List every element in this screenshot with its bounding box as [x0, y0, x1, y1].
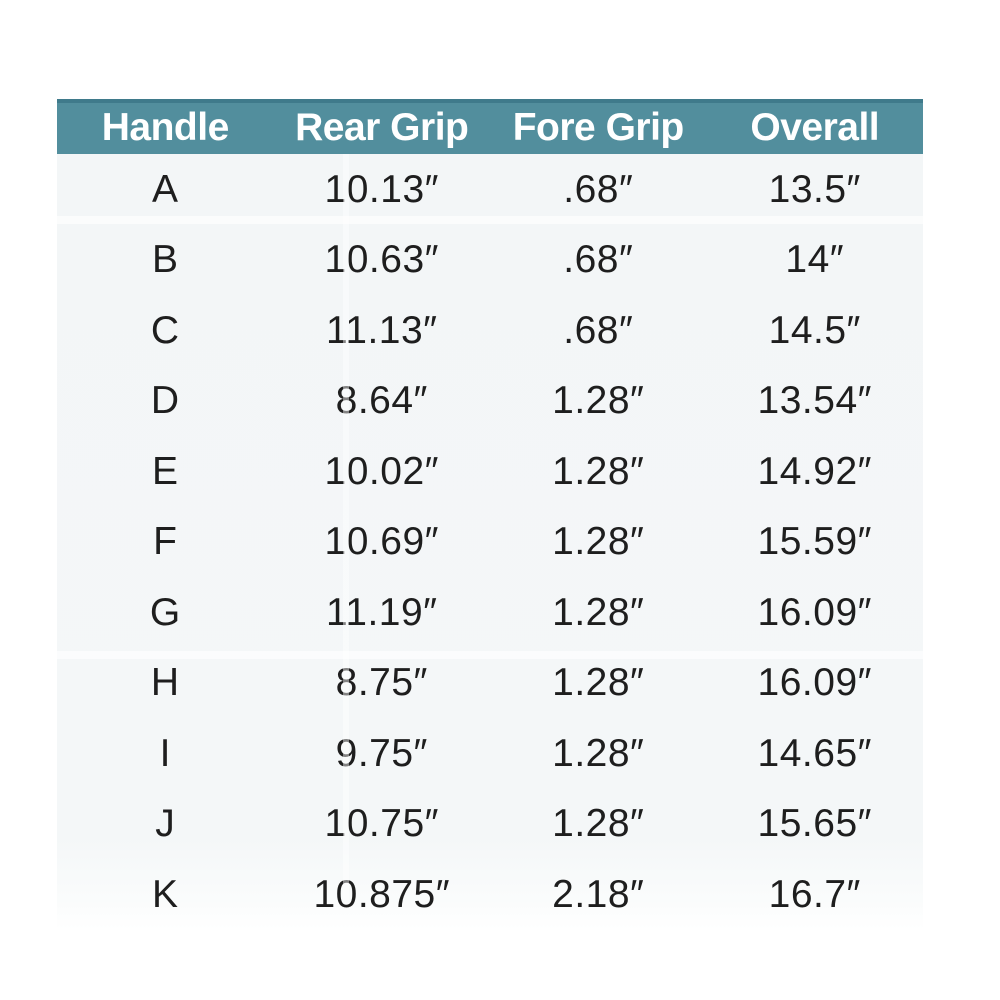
cell-overall: 15.59″	[757, 520, 872, 564]
cell-handle: G	[149, 590, 181, 634]
cell-handle: H	[150, 661, 180, 705]
cell-fore-grip: 1.28″	[552, 449, 645, 493]
cell-handle: C	[150, 308, 180, 352]
cell-rear-grip: 10.13″	[324, 167, 439, 211]
cell-rear-grip: 11.13″	[325, 308, 438, 352]
cell-rear-grip: 8.64″	[335, 379, 428, 423]
cell-rear-grip: 11.19″	[325, 590, 438, 634]
cell-overall: 14″	[785, 238, 845, 282]
cell-handle: I	[159, 731, 171, 775]
cell-rear-grip: 9.75″	[335, 731, 428, 775]
cell-overall: 15.65″	[757, 802, 872, 846]
cell-overall: 14.65″	[757, 731, 872, 775]
cell-overall: 13.5″	[768, 167, 861, 211]
cell-rear-grip: 10.69″	[324, 520, 439, 564]
cell-rear-grip: 10.875″	[313, 872, 451, 916]
cell-overall: 16.7″	[768, 872, 861, 916]
cell-overall: 14.92″	[757, 449, 872, 493]
cell-handle: E	[151, 449, 179, 493]
cell-overall: 16.09″	[757, 661, 872, 705]
cell-handle: B	[151, 238, 179, 282]
table-body	[57, 154, 923, 930]
cell-overall: 16.09″	[757, 590, 872, 634]
cell-handle: A	[151, 167, 179, 211]
cell-rear-grip: 8.75″	[335, 661, 428, 705]
cell-fore-grip: .68″	[563, 308, 634, 352]
column-header-overall: Overall	[750, 106, 880, 149]
cell-fore-grip: .68″	[563, 167, 634, 211]
cell-fore-grip: 1.28″	[552, 661, 645, 705]
column-header-rear-grip: Rear Grip	[295, 106, 469, 149]
column-header-handle: Handle	[101, 106, 229, 149]
cell-overall: 13.54″	[757, 379, 872, 423]
cell-rear-grip: 10.02″	[324, 449, 439, 493]
cell-handle: K	[151, 872, 179, 916]
cell-fore-grip: .68″	[563, 238, 634, 282]
cell-rear-grip: 10.63″	[324, 238, 439, 282]
cell-overall: 14.5″	[768, 308, 861, 352]
handle-spec-table	[57, 99, 923, 930]
cell-fore-grip: 1.28″	[552, 802, 645, 846]
cell-fore-grip: 1.28″	[552, 520, 645, 564]
cell-fore-grip: 2.18″	[552, 872, 645, 916]
cell-fore-grip: 1.28″	[552, 590, 645, 634]
cell-fore-grip: 1.28″	[552, 379, 645, 423]
cell-handle: D	[150, 379, 180, 423]
cell-handle: J	[155, 802, 176, 846]
cell-fore-grip: 1.28″	[552, 731, 645, 775]
table-header-row	[57, 99, 923, 154]
cell-handle: F	[153, 520, 178, 564]
column-header-fore-grip: Fore Grip	[512, 106, 684, 149]
cell-rear-grip: 10.75″	[324, 802, 439, 846]
